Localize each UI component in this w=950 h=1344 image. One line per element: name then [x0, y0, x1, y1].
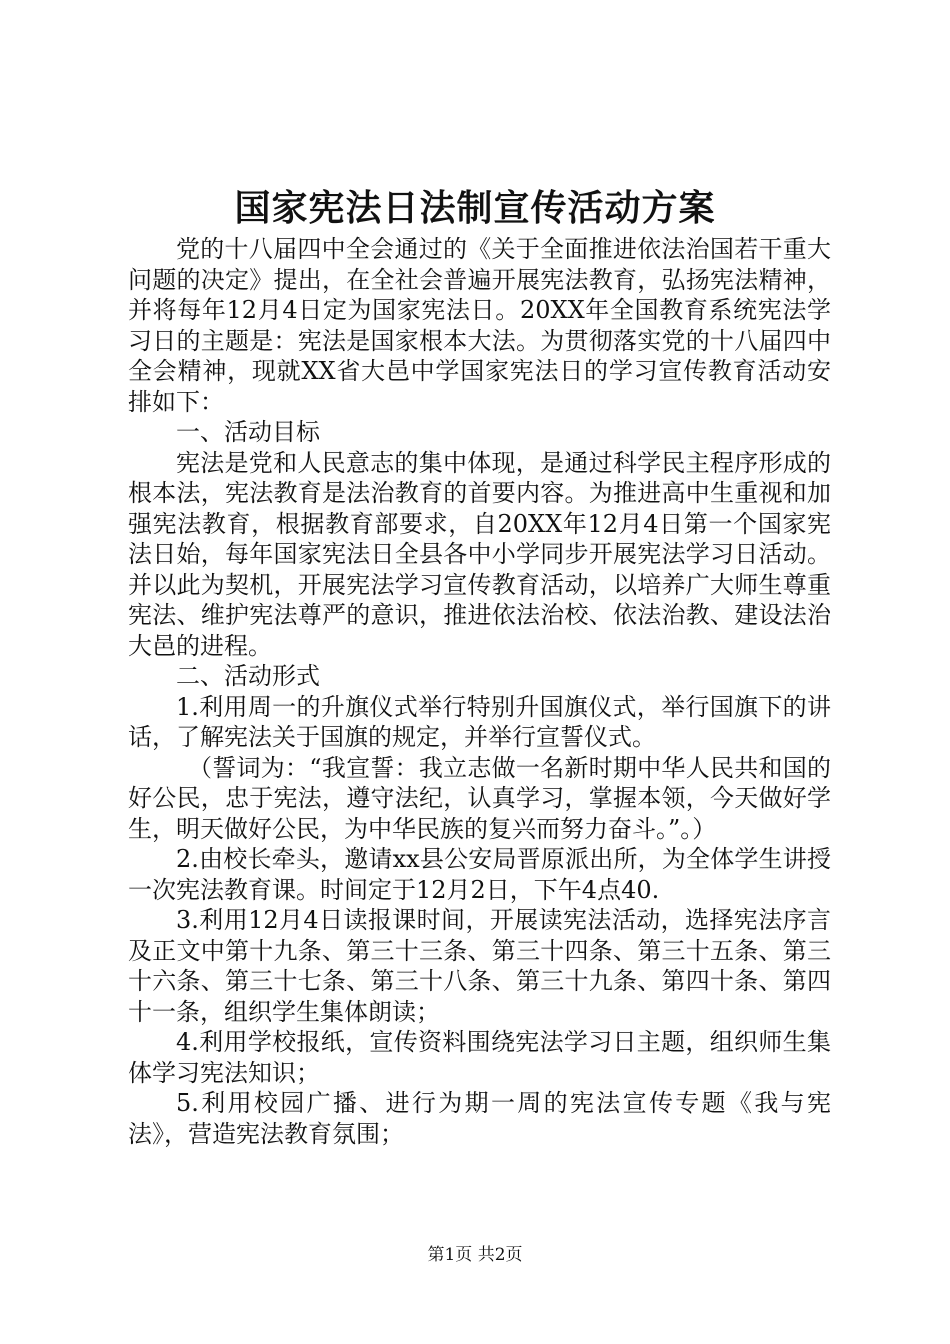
page-number-footer: 第1页 共2页: [427, 1245, 523, 1265]
oath-text: （誓词为：“我宣誓：我立志做一名新时期中华人民共和国的好公民，忠于宪法，遵守法纪，认真学习，掌握本领，今天做好学生，明天做好公民，为中华民族的复兴而努力奋斗。”。）: [128, 753, 831, 843]
document-body: [128, 234, 831, 1149]
list-item-2: 2.由校长牵头，邀请xx县公安局晋原派出所，为全体学生讲授一次宪法教育课。时间定于12月2日，下午4点40.: [128, 845, 831, 904]
list-item-5: 5.利用校园广播、进行为期一周的宪法宣传专题《我与宪法》，营造宪法教育氛围；: [128, 1089, 831, 1148]
paragraph-intro: 党的十八届四中全会通过的《关于全面推进依法治国若干重大问题的决定》提出，在全社会普遍开展宪法教育，弘扬宪法精神，并将每年12月4日定为国家宪法日。20XX年全国教育系统宪法学习日的主题是：宪法是国家根本大法。为贯彻落实党的十八届四中全会精神，现就XX省大邑中学国家宪法日的学习宣传教育活动安排如下：: [128, 235, 831, 416]
list-item-4: 4.利用学校报纸，宣传资料围绕宪法学习日主题，组织师生集体学习宪法知识；: [128, 1028, 831, 1087]
document-title: 国家宪法日法制宣传活动方案: [234, 187, 716, 229]
list-item-3: 3.利用12月4日读报课时间，开展读宪法活动，选择宪法序言及正文中第十九条、第三十三条、第三十四条、第三十五条、第三十六条、第三十七条、第三十八条、第三十九条、第四十条、第四十一条，组织学生集体朗读；: [128, 906, 831, 1026]
list-item-1: 1.利用周一的升旗仪式举行特别升国旗仪式，举行国旗下的讲话，了解宪法关于国旗的规定，并举行宣誓仪式。: [128, 692, 831, 751]
paragraph-goals: 宪法是党和人民意志的集中体现，是通过科学民主程序形成的根本法，宪法教育是法治教育的首要内容。为推进高中生重视和加强宪法教育，根据教育部要求，自20XX年12月4日第一个国家宪法日始，每年国家宪法日全县各中小学同步开展宪法学习日活动。并以此为契机，开展宪法学习宣传教育活动，以培养广大师生尊重宪法、维护宪法尊严的意识，推进依法治校、依法治教、建设法治大邑的进程。: [128, 448, 831, 660]
section-heading-goals: 一、活动目标: [176, 418, 320, 446]
section-heading-forms: 二、活动形式: [176, 662, 320, 690]
